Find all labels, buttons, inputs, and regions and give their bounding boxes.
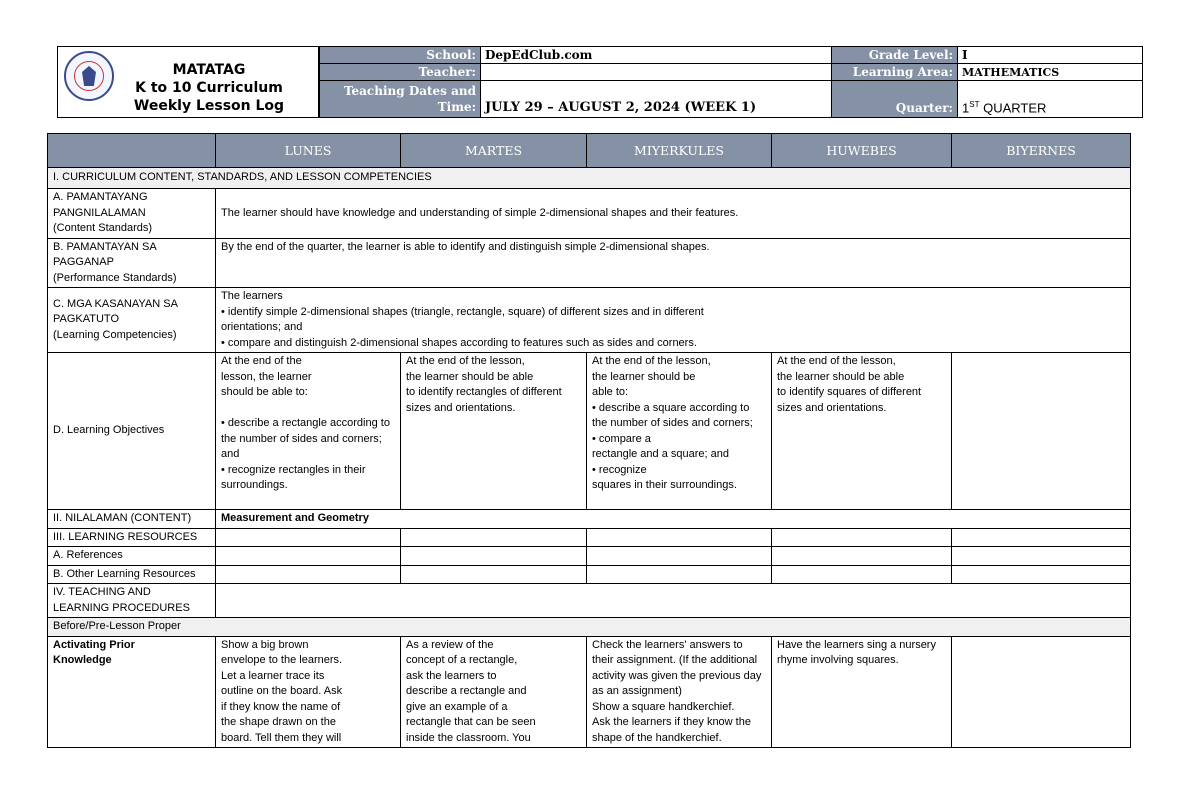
- activity-miyerkules: Check the learners' answers to their assignment. (If the additional activity was given the previous day as an assignment) Show a square handkerchief. Ask the learners if they know the shape of the handkerchief.: [587, 636, 772, 748]
- other-resources-label: B. Other Learning Resources: [48, 565, 216, 584]
- table-row: [48, 510, 1131, 529]
- empty-cell: [772, 528, 952, 547]
- content-label: II. NILALAMAN (CONTENT): [48, 510, 216, 529]
- header-info-table: [319, 46, 1143, 118]
- performance-standards-label: B. PAMANTAYAN SA PAGGANAP (Performance Standards): [48, 238, 216, 288]
- title-line-1: MATATAG: [172, 62, 246, 78]
- quarter-value: [958, 81, 1143, 118]
- objectives-martes: At the end of the lesson, the learner should be able to identify rectangles of different sizes and orientations.: [401, 353, 587, 510]
- grade-label: Grade Level:: [832, 47, 958, 64]
- empty-cell: [216, 584, 1131, 618]
- teacher-label: Teacher:: [320, 64, 481, 81]
- objectives-miyerkules: At the end of the lesson, the learner should be able to: • describe a square according to the number of sides and corners; • compare a rectangle and a square; and • recognize squares in their surroundings.: [587, 353, 772, 510]
- teaching-dates-label: Teaching Dates and Time:: [320, 81, 481, 118]
- quarter-suffix: ST: [969, 99, 980, 109]
- school-value: DepEdClub.com: [481, 47, 832, 64]
- learning-competencies-title: C. MGA KASANAYAN SA PAGKATUTO: [53, 297, 178, 326]
- section-curriculum: I. CURRICULUM CONTENT, STANDARDS, AND LESSON COMPETENCIES: [48, 168, 1131, 189]
- table-row: [48, 189, 1131, 239]
- day-lunes: LUNES: [216, 134, 401, 168]
- quarter-number: 1: [962, 100, 970, 115]
- table-row: [48, 288, 1131, 353]
- table-row: [48, 565, 1131, 584]
- procedures-label: IV. TEACHING AND LEARNING PROCEDURES: [48, 584, 216, 618]
- grade-value: I: [958, 47, 1143, 64]
- day-martes: MARTES: [401, 134, 587, 168]
- activating-prior-knowledge-label: Activating Prior Knowledge: [48, 636, 216, 748]
- content-text: Measurement and Geometry: [216, 510, 1131, 529]
- empty-cell: [216, 547, 401, 566]
- school-label: School:: [320, 47, 481, 64]
- learning-objectives-label: D. Learning Objectives: [48, 353, 216, 510]
- objectives-huwebes: At the end of the lesson, the learner should be able to identify squares of different sizes and orientations.: [772, 353, 952, 510]
- day-miyerkules: MIYERKULES: [587, 134, 772, 168]
- empty-cell: [401, 528, 587, 547]
- objectives-biyernes: [952, 353, 1131, 510]
- activity-martes: As a review of the concept of a rectangle, ask the learners to describe a rectangle and give an example of a rectangle that can be seen inside the classroom. You: [401, 636, 587, 748]
- learning-competencies-label: [48, 288, 216, 353]
- learning-competencies-text: The learners • identify simple 2-dimensional shapes (triangle, rectangle, square) of different sizes and in different orientations; and • compare and distinguish 2-dimensional shapes according to features such as sides and corners.: [216, 288, 1131, 353]
- objectives-lunes: At the end of the lesson, the learner should be able to: • describe a rectangle according to the number of sides and corners; and • recognize rectangles in their surroundings.: [216, 353, 401, 510]
- quarter-text: QUARTER: [979, 100, 1047, 115]
- empty-cell: [401, 565, 587, 584]
- teaching-dates-value: JULY 29 – AUGUST 2, 2024 (WEEK 1): [481, 81, 832, 118]
- corner-cell: [48, 134, 216, 168]
- quarter-label: Quarter:: [832, 81, 958, 118]
- day-huwebes: HUWEBES: [772, 134, 952, 168]
- day-header-row: [48, 134, 1131, 168]
- empty-cell: [952, 528, 1131, 547]
- learning-area-value: MATHEMATICS: [958, 64, 1143, 81]
- empty-cell: [772, 547, 952, 566]
- header-title-box: [57, 46, 319, 118]
- table-row: [48, 528, 1131, 547]
- empty-cell: [587, 547, 772, 566]
- section-row: [48, 168, 1131, 189]
- table-row: [48, 547, 1131, 566]
- section-row: [48, 618, 1131, 637]
- table-row: [48, 238, 1131, 288]
- references-label: A. References: [48, 547, 216, 566]
- empty-cell: [952, 565, 1131, 584]
- content-standards-label: A. PAMANTAYANG PANGNILALAMAN (Content Standards): [48, 189, 216, 239]
- empty-cell: [952, 547, 1131, 566]
- day-biyernes: BIYERNES: [952, 134, 1131, 168]
- title-line-2: K to 10 Curriculum: [135, 80, 283, 96]
- empty-cell: [587, 528, 772, 547]
- activity-huwebes: Have the learners sing a nursery rhyme involving squares.: [772, 636, 952, 748]
- teacher-value: [481, 64, 832, 81]
- learning-competencies-sub: (Learning Competencies): [53, 328, 177, 341]
- lesson-log-table: [47, 133, 1131, 748]
- empty-cell: [401, 547, 587, 566]
- empty-cell: [587, 565, 772, 584]
- table-row: [48, 636, 1131, 748]
- activity-biyernes: [952, 636, 1131, 748]
- empty-cell: [216, 565, 401, 584]
- learning-resources-label: III. LEARNING RESOURCES: [48, 528, 216, 547]
- table-row: [48, 353, 1131, 510]
- learning-area-label: Learning Area:: [832, 64, 958, 81]
- content-standards-text: The learner should have knowledge and understanding of simple 2-dimensional shapes and their features.: [216, 189, 1131, 239]
- empty-cell: [772, 565, 952, 584]
- table-row: [48, 584, 1131, 618]
- empty-cell: [216, 528, 401, 547]
- activity-lunes: Show a big brown envelope to the learners. Let a learner trace its outline on the board. Ask if they know the name of the shape drawn on the board. Tell them they will: [216, 636, 401, 748]
- document-title: [98, 61, 320, 115]
- section-before-lesson: Before/Pre-Lesson Proper: [48, 618, 1131, 637]
- title-line-3: Weekly Lesson Log: [133, 98, 285, 114]
- performance-standards-text: By the end of the quarter, the learner is able to identify and distinguish simple 2-dimensional shapes.: [216, 238, 1131, 288]
